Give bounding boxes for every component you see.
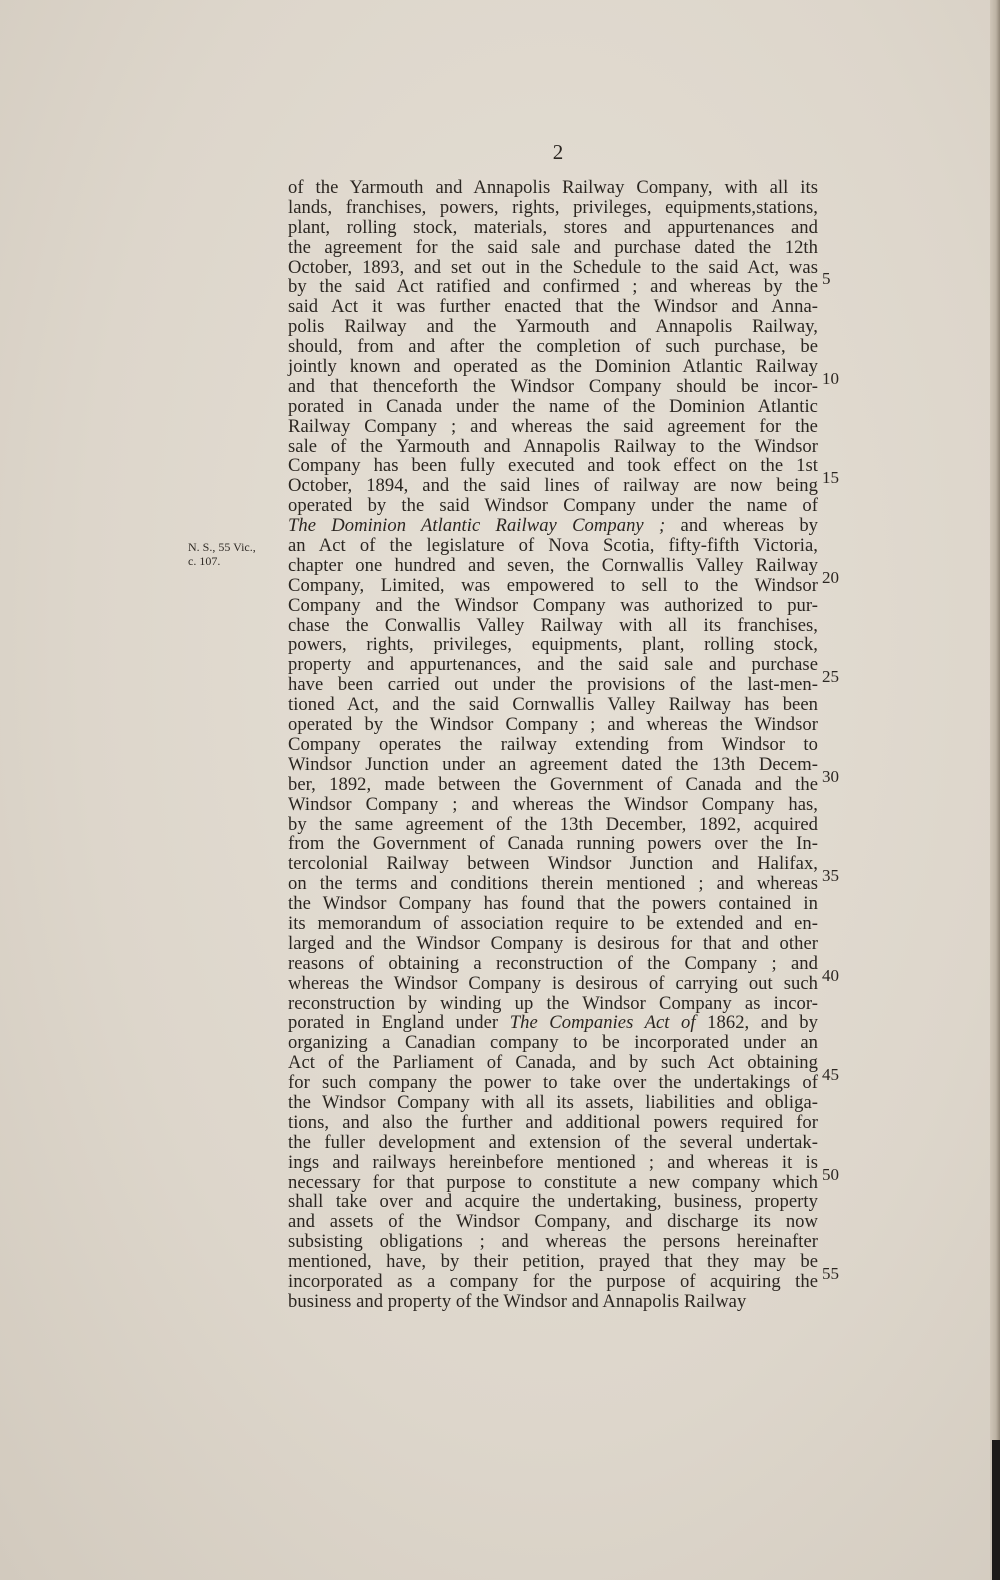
- text-line: property and appurtenances, and the said sale and purchase: [288, 654, 818, 676]
- text-line: necessary for that purpose to constitute a new company which: [288, 1171, 818, 1193]
- text-line: on the terms and conditions therein mentioned ; and whereas: [288, 873, 818, 895]
- body-text: [288, 178, 818, 1312]
- marginal-citation-line-2: c. 107.: [188, 554, 221, 568]
- text-line: jointly known and operated as the Dominion Atlantic Railway: [288, 356, 818, 378]
- text-line: operated by the Windsor Company ; and whereas the Windsor: [288, 714, 818, 736]
- text-line: reasons of obtaining a reconstruction of the Company ; and: [288, 952, 818, 974]
- line-number: 55: [822, 1264, 839, 1283]
- text-line: from the Government of Canada running powers over the In-: [288, 833, 818, 855]
- text-fragment: porated in England under: [288, 1012, 510, 1034]
- line-number: 20: [822, 568, 839, 587]
- text-line: and that thenceforth the Windsor Company should be incor-: [288, 375, 818, 397]
- text-line: Company and the Windsor Company was authorized to pur-: [288, 594, 818, 616]
- text-line: an Act of the legislature of Nova Scotia, fifty-fifth Victoria,: [288, 535, 818, 557]
- text-line: the fuller development and extension of the several undertak-: [288, 1131, 818, 1153]
- text-fragment: and whereas by: [665, 515, 819, 537]
- text-line: Windsor Junction under an agreement dated the 13th Decem-: [288, 753, 818, 775]
- text-line: by the same agreement of the 13th December, 1892, acquired: [288, 813, 818, 835]
- text-line: sale of the Yarmouth and Annapolis Railway to the Windsor: [288, 435, 818, 457]
- text-line: the Windsor Company has found that the powers contained in: [288, 893, 818, 915]
- text-line: October, 1894, and the said lines of railway are now being: [288, 475, 818, 497]
- text-line: larged and the Windsor Company is desirous for that and other: [288, 932, 818, 954]
- line-number: 5: [822, 269, 831, 288]
- text-line: lands, franchises, powers, rights, privileges, equipments,stations,: [288, 196, 818, 218]
- text-line: should, from and after the completion of such purchase, be: [288, 336, 818, 358]
- page-number: 2: [552, 140, 564, 164]
- text-line: Act of the Parliament of Canada, and by such Act obtaining: [288, 1052, 818, 1074]
- text-line: tioned Act, and the said Cornwallis Valley Railway has been: [288, 694, 818, 716]
- italic-act-title: The Companies Act of: [509, 1012, 696, 1034]
- text-line: October, 1893, and set out in the Schedule to the said Act, was: [288, 256, 818, 278]
- text-line: Railway Company ; and whereas the said agreement for the: [288, 415, 818, 437]
- page-edge-shadow: [992, 1440, 1000, 1580]
- text-line: and assets of the Windsor Company, and discharge its now: [288, 1211, 818, 1233]
- line-number: 10: [822, 369, 839, 388]
- marginal-citation-line-1: N. S., 55 Vic.,: [188, 540, 256, 554]
- text-line: chapter one hundred and seven, the Cornwallis Valley Railway: [288, 554, 818, 576]
- line-number: 45: [822, 1065, 839, 1084]
- italic-company-name: The Dominion Atlantic Railway Company ;: [288, 515, 666, 537]
- text-line: powers, rights, privileges, equipments, plant, rolling stock,: [288, 634, 818, 656]
- text-line: plant, rolling stock, materials, stores and appurtenances and: [288, 216, 818, 238]
- text-line: tercolonial Railway between Windsor Junction and Halifax,: [288, 853, 818, 875]
- text-line: shall take over and acquire the undertaking, business, property: [288, 1191, 818, 1213]
- text-line-italic-title: [288, 516, 818, 536]
- text-line: for such company the power to take over the undertakings of: [288, 1072, 818, 1094]
- text-line: organizing a Canadian company to be incorporated under an: [288, 1032, 818, 1054]
- text-line: by the said Act ratified and confirmed ; and whereas by the: [288, 276, 818, 298]
- text-line: incorporated as a company for the purpose of acquiring the: [288, 1270, 818, 1292]
- line-number: 30: [822, 767, 839, 786]
- line-number: 25: [822, 667, 839, 686]
- text-line: operated by the said Windsor Company under the name of: [288, 495, 818, 517]
- text-line: Company has been fully executed and took effect on the 1st: [288, 455, 818, 477]
- page-edge: [990, 0, 1000, 1580]
- text-line: chase the Conwallis Valley Railway with all its franchises,: [288, 614, 818, 636]
- text-line-italic-act: [288, 1013, 818, 1033]
- text-line: polis Railway and the Yarmouth and Annapolis Railway,: [288, 316, 818, 338]
- text-line: subsisting obligations ; and whereas the persons hereinafter: [288, 1231, 818, 1253]
- text-line: have been carried out under the provisions of the last-men-: [288, 674, 818, 696]
- text-line: ber, 1892, made between the Government of Canada and the: [288, 773, 818, 795]
- text-line: mentioned, have, by their petition, prayed that they may be: [288, 1251, 818, 1273]
- text-line: Company operates the railway extending from Windsor to: [288, 733, 818, 755]
- text-line: the agreement for the said sale and purchase dated the 12th: [288, 236, 818, 258]
- line-number: 35: [822, 866, 839, 885]
- text-line: ings and railways hereinbefore mentioned ; and whereas it is: [288, 1151, 818, 1173]
- text-line: porated in Canada under the name of the Dominion Atlantic: [288, 395, 818, 417]
- text-line: its memorandum of association require to be extended and en-: [288, 912, 818, 934]
- text-line: whereas the Windsor Company is desirous of carrying out such: [288, 972, 818, 994]
- text-line: business and property of the Windsor and Annapolis Railway: [288, 1290, 747, 1312]
- line-number: 40: [822, 966, 839, 985]
- text-line: tions, and also the further and additional powers required for: [288, 1111, 818, 1133]
- line-number: 50: [822, 1165, 839, 1184]
- text-line: said Act it was further enacted that the Windsor and Anna-: [288, 296, 818, 318]
- text-fragment: 1862, and by: [695, 1012, 818, 1034]
- marginal-citation: [188, 540, 284, 568]
- text-line: Windsor Company ; and whereas the Windsor Company has,: [288, 793, 818, 815]
- line-number: 15: [822, 468, 839, 487]
- text-line: Company, Limited, was empowered to sell to the Windsor: [288, 574, 818, 596]
- text-line: of the Yarmouth and Annapolis Railway Company, with all its: [288, 177, 818, 198]
- text-line: the Windsor Company with all its assets, liabilities and obliga-: [288, 1091, 818, 1113]
- text-line: reconstruction by winding up the Windsor Company as incor-: [288, 992, 818, 1014]
